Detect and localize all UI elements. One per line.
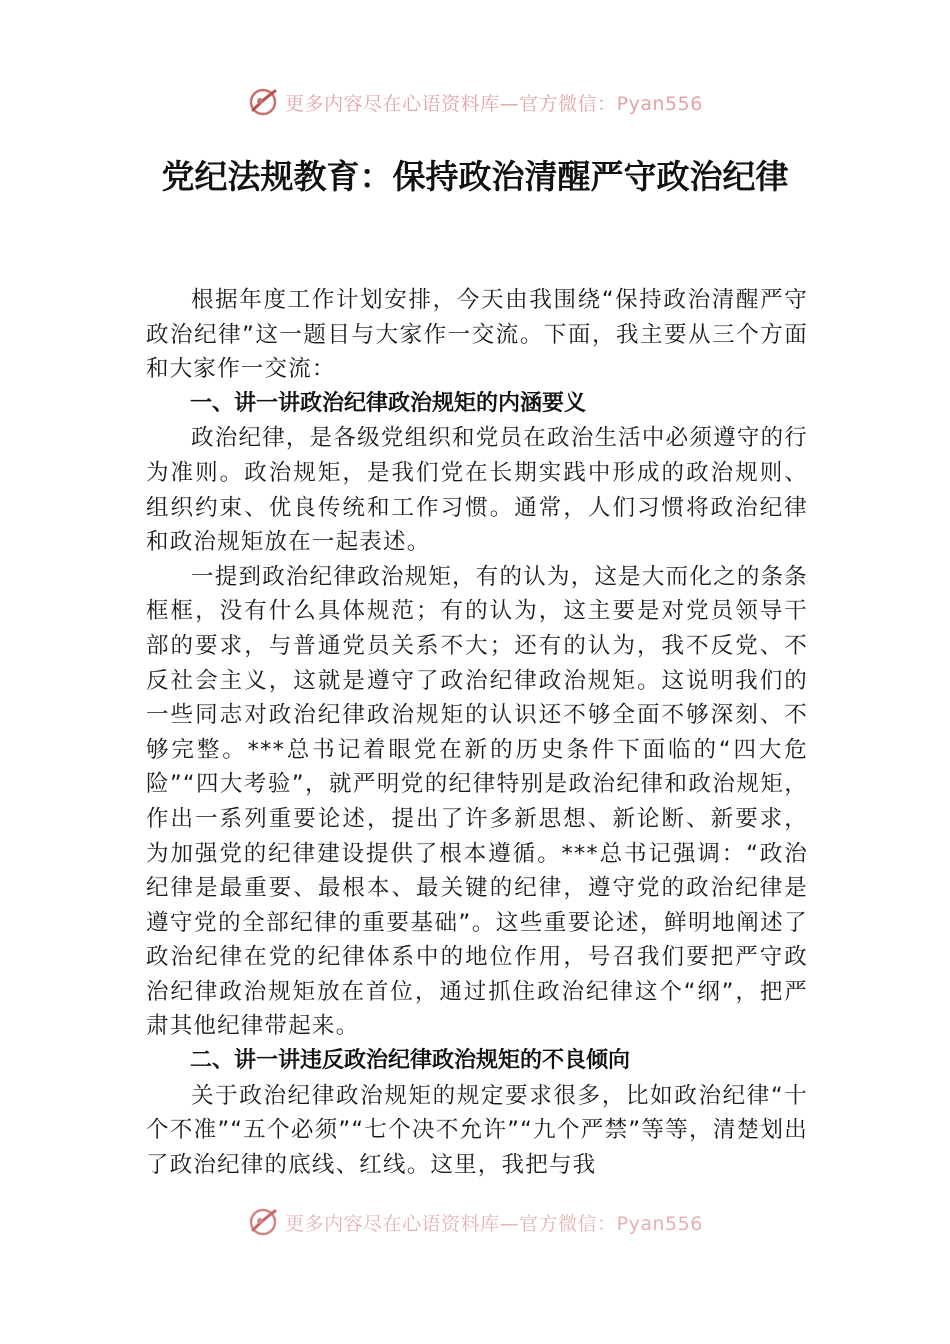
watermark-footer [0,1202,950,1242]
section-heading-2: 二、讲一讲违反政治纪律政治规矩的不良倾向 [190,1048,631,1074]
watermark-header [0,82,950,122]
body-paragraph: 政治纪律，是各级党组织和党员在政治生活中必须遵守的行为准则。政治规矩，是我们党在长期实践中形成的政治规则、组织约束、优良传统和工作习惯。通常，人们习惯将政治纪律和政治规矩放在一起表述。 [146,425,808,556]
document-title: 党纪法规教育：保持政治清醒严守政治纪律 [161,157,789,196]
document-body [146,283,808,1182]
brush-seal-icon [247,1206,279,1238]
watermark-text: 更多内容尽在心语资料库—官方微信：Pyan556 [285,1212,703,1235]
watermark-text: 更多内容尽在心语资料库—官方微信：Pyan556 [285,92,703,115]
body-paragraph: 一提到政治纪律政治规矩，有的认为，这是大而化之的条条框框，没有什么具体规范；有的认为，这主要是对党员领导干部的要求，与普通党员关系不大；还有的认为，我不反党、不反社会主义，这就是遵守了政治纪律政治规矩。这说明我们的一些同志对政治纪律政治规矩的认识还不够全面不够深刻、不够完整。***总书记着眼党在新的历史条件下面临的“四大危险”“四大考验”，就严明党的纪律特别是政治纪律和政治规矩，作出一系列重要论述，提出了许多新思想、新论断、新要求，为加强党的纪律建设提供了根本遵循。***总书记强调：“政治纪律是最重要、最根本、最关键的纪律，遵守党的政治纪律是遵守党的全部纪律的重要基础”。这些重要论述，鲜明地阐述了政治纪律在党的纪律体系中的地位作用，号召我们要把严守政治纪律政治规矩放在首位，通过抓住政治纪律这个“纲”，把严肃其他纪律带起来。 [146,563,808,1040]
brush-seal-icon [247,86,279,118]
section-heading-1: 一、讲一讲政治纪律政治规矩的内涵要义 [190,390,587,416]
intro-paragraph: 根据年度工作计划安排，今天由我围绕“保持政治清醒严守政治纪律”这一题目与大家作一交流。下面，我主要从三个方面和大家作一交流： [146,287,808,383]
body-paragraph: 关于政治纪律政治规矩的规定要求很多，比如政治纪律“十个不准”“五个必须”“七个决不允许”“九个严禁”等等，清楚划出了政治纪律的底线、红线。这里，我把与我 [146,1082,808,1178]
